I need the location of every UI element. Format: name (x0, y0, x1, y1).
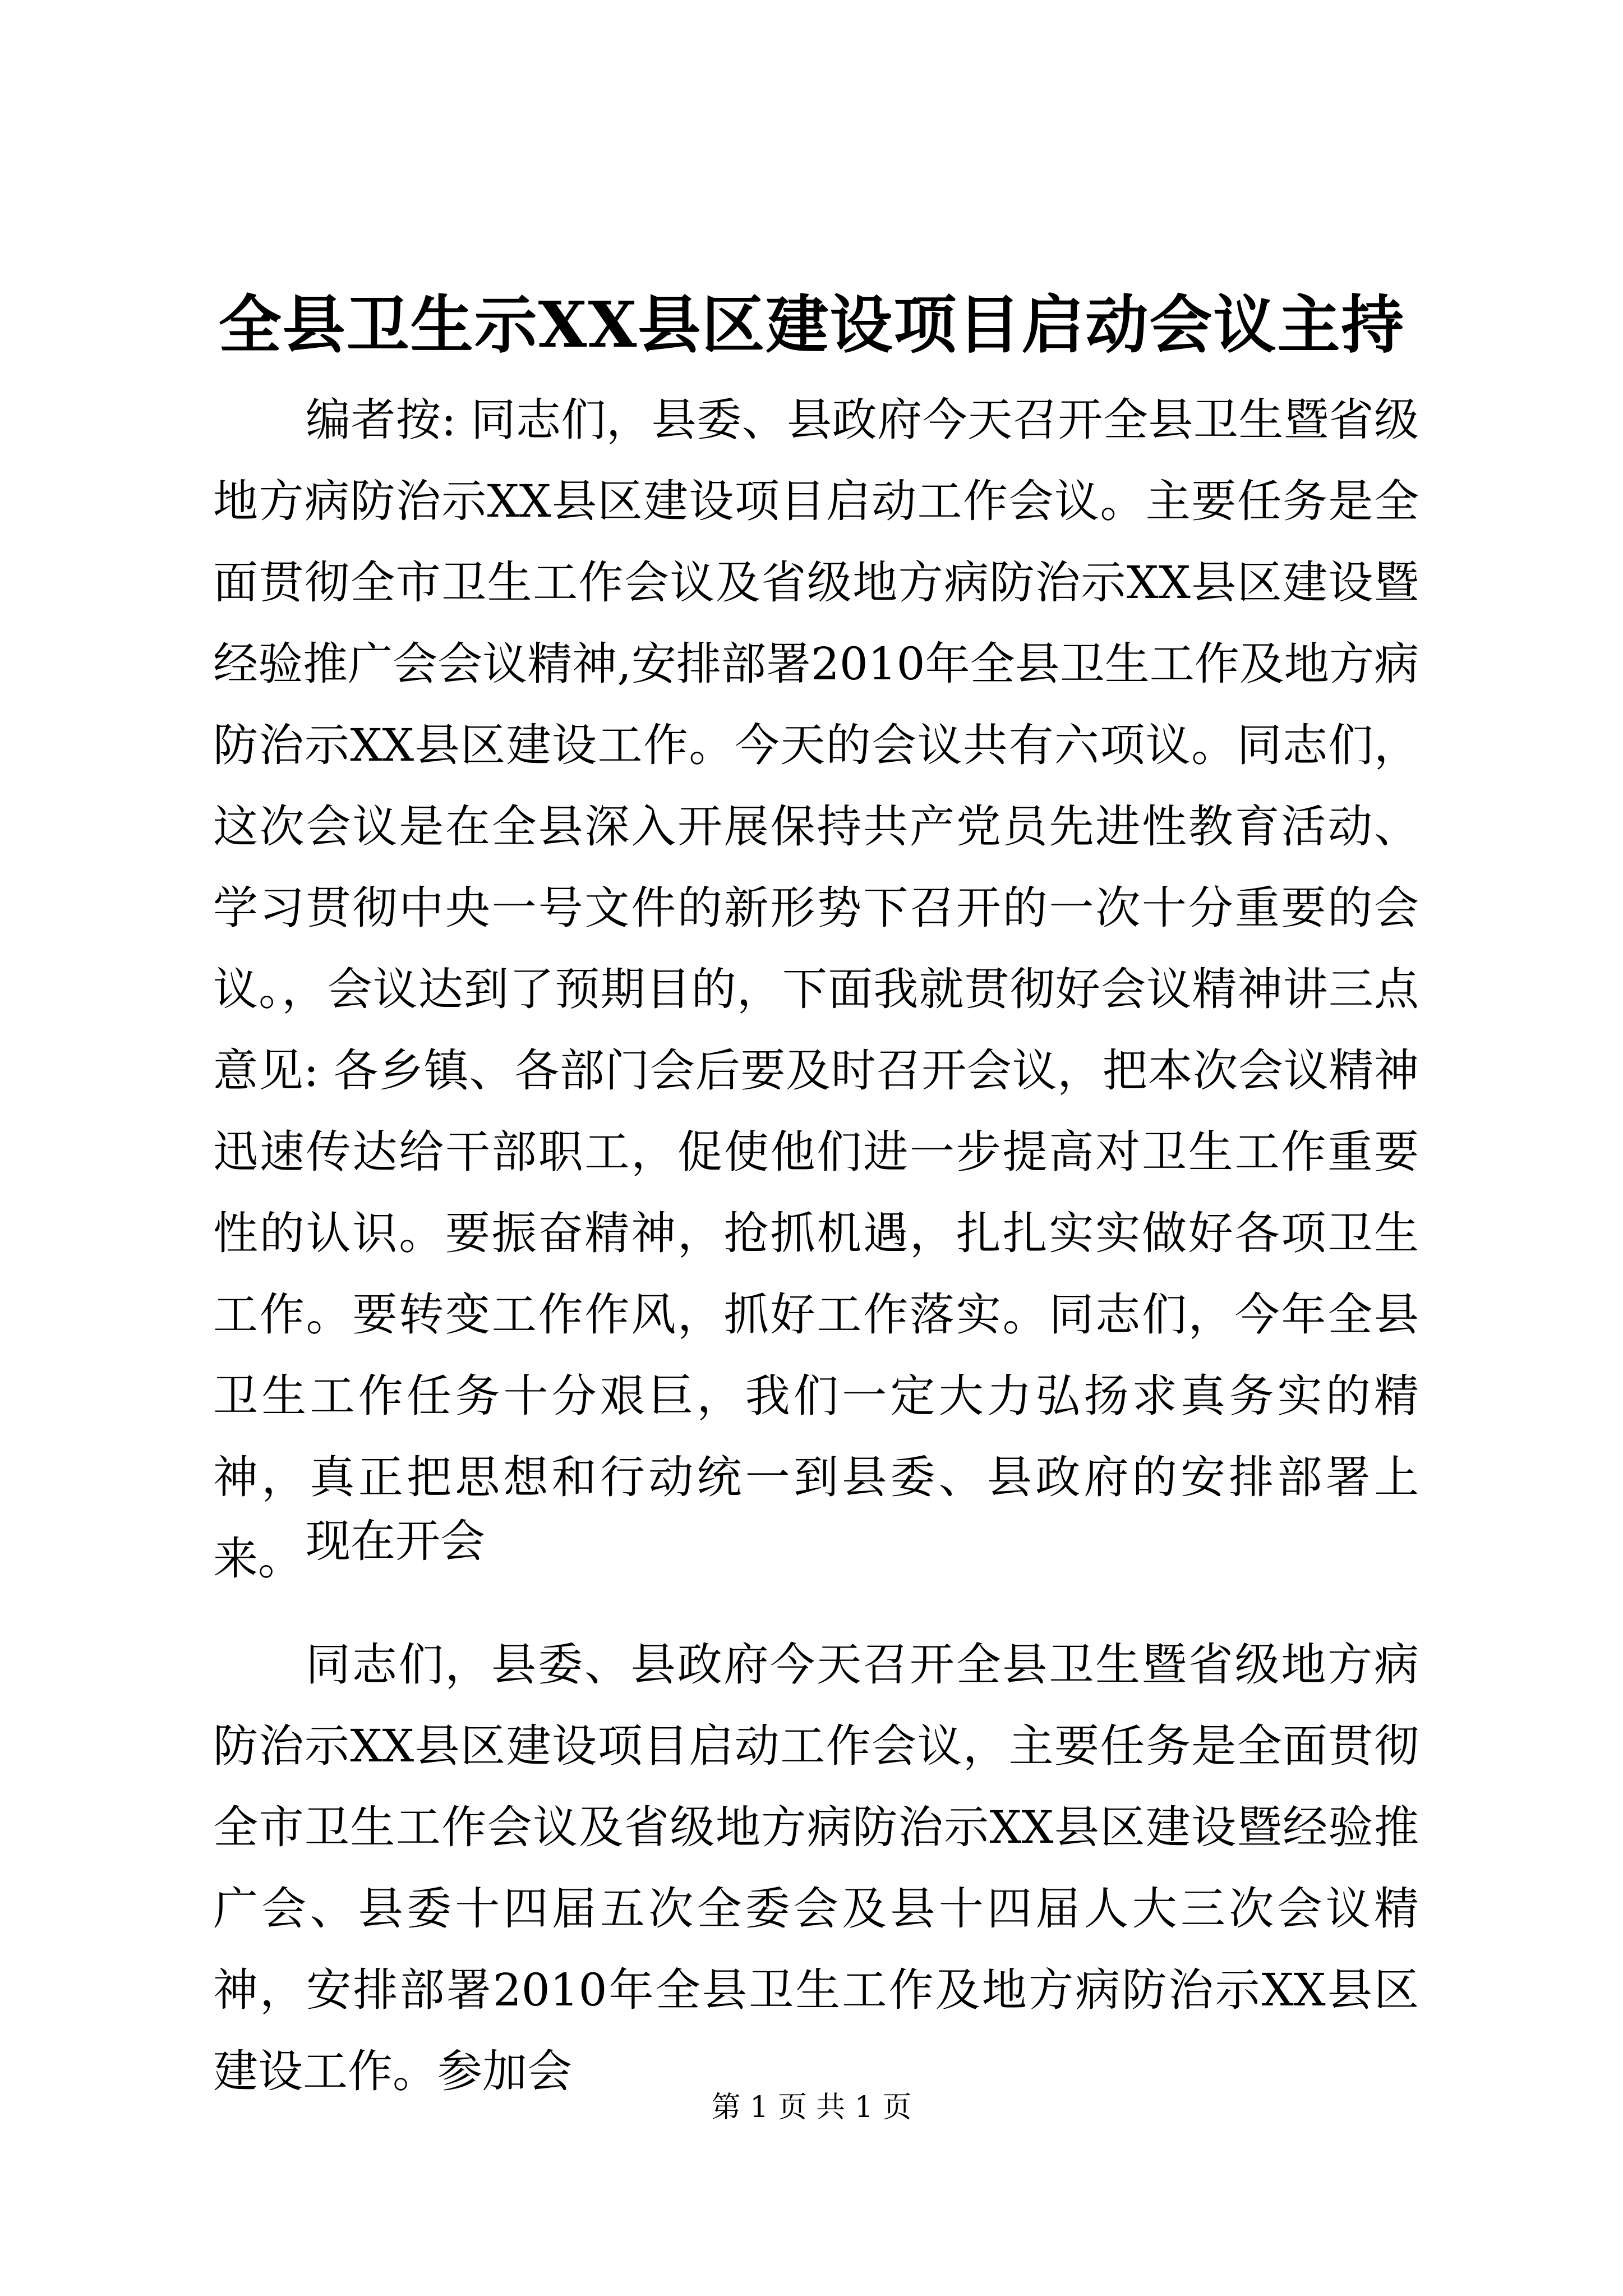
page-number-footer: 第 1 页 共 1 页 (711, 2091, 912, 2124)
paragraph-opening-remarks: 同志们，县委、县政府今天召开全县卫生暨省级地方病防治示XX县区建设项目启动工作会议，主要任务是全面贯彻全市卫生工作会议及省级地方病防治示XX县区建设暨经验推广会、县委十四届五次全委会及县十四届人大三次会议精神，安排部署2010年全县卫生工作及地方病防治示XX县区建设工作。参加会 (213, 1639, 1419, 2097)
paragraph-editor-note: 编者按: 同志们，县委、县政府今天召开全县卫生暨省级地方病防治示XX县区建设项目启动工作会议。主要任务是全面贯彻全市卫生工作会议及省级地方病防治示XX县区建设暨经验推广会会议精神,安排部署2010年全县卫生工作及地方病防治示XX县区建设工作。今天的会议共有六项议。同志们，这次会议是在全县深入开展保持共产党员先进性教育活动、学习贯彻中央一号文件的新形势下召开的一次十分重要的会议。，会议达到了预期目的，下面我就贯彻好会议精神讲三点意见: 各乡镇、各部门会后要及时召开会议，把本次会议精神迅速传达给干部职工，促使他们进一步提高对卫生工作重要性的认识。要振奋精神，抢抓机遇，扎扎实实做好各项卫生工作。要转变工作作风，抓好工作落实。同志们，今年全县卫生工作任务十分艰巨，我们一定大力弘扬求真务实的精神，真正把思想和行动统一到县委、县政府的安排部署上来。 (213, 394, 1419, 1585)
paragraph-meeting-start: 现在开会 (306, 1515, 485, 1567)
document-title: 全县卫生示XX县区建设项目启动会议主持 (218, 288, 1405, 362)
